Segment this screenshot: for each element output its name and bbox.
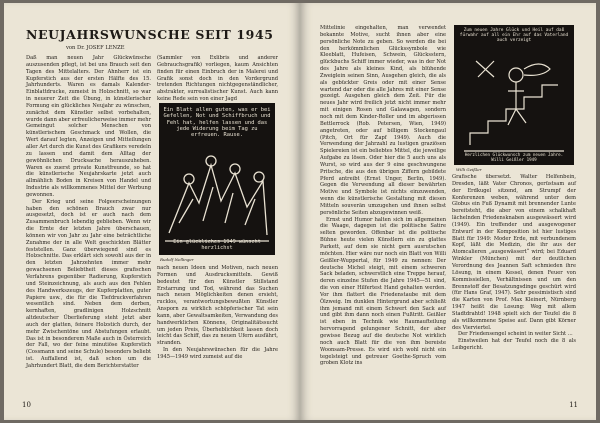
paragraph: Ernst und Humor halten sich im allgemeinen die Waage, dagegen ist die politische Satire selten geworden. Offenbar ist die politische Bühne heute vielen Künstlern ein zu glattes Parkett, auf dem sie nicht gern ausrutschen möchten. Hier wäre nur noch ein Blatt von Willi Geißler-Wuppertal, für 1949 zu nennen: Der deutsche Michel steigt, mit einem schweren Sack beladen, schwerstlich eine Treppe herauf, deren einzelne Stufen die Jahre 1945—51 sind, die von einer Hilfertest Hand gehalten werden. Vor ihm flattert die Friedenstaube mit dem Ölzweig. Im dunklen Hintergrund aber schließt ihm jemand mit einem Schwert den Sack auf und gibt ihm dann noch einen Fußtritt. Geißler ist eben in Technik wie Raumaufteilung hervorragend gelungener Schnitt, der aber gewisse Bezug auf die deutsche Not wirklich noch auch Blatt für die von ihm bereiste Woonsam-Presse. Es wird sich wohl nicht ein tegelsteigt und getreuer Goethe-Spruch vom groben Klotz ins <box>320 216 446 367</box>
right-column-1 <box>320 25 446 367</box>
page-number-right: 11 <box>569 401 578 409</box>
right-page <box>300 3 596 420</box>
woodcut-caption-left: Rudolf Nellinger <box>160 257 194 262</box>
paragraph: Daß man neuen Jahr Glückwünsche auszusenden pflegt, ist bei uns Brauch seit den Tagen des Mittelalters. Der Ahnherr ist ein Kupferstich aus der ersten Hälfte des 15. Jahrhunderts. Waren es damals Kalender-Einblattdrucke, zumeist in Holzschnitt, so war in neuerer Zeit die Übung, in künstlerischer Formung ein glückliches Neujahr zu wünschen, zunächst dem Künstler selbst vorbehalten, wurde dann aber erfreulicherweise immer mehr Gemeingut solcher Menschen von künstlerischem Geschmack und Wollen, die Wert darauf legten, Anzeigen und Mitteilungen aller Art durch die Kunst des Grafikers veredeln zu lassen und damit dem Alltag der gewöhnlichen Drucksache herauszuheben. Waren es zuerst private Kunstfreunde, so hat die künstlerische Neujahrskarte jetzt auch allmählich Boden in Kreisen von Handel und Industrie als willkommenes Mittel der Werbung gewonnen. <box>26 55 151 198</box>
left-column-2-bottom <box>157 265 278 361</box>
woodcut-stair-scene-graphic <box>454 25 574 165</box>
left-column-1 <box>26 55 151 370</box>
woodcut-footer-text: Ein glückliches 1949 wünscht herzlichst <box>173 239 261 251</box>
woodcut-title-text: Zum neuen Jahre Glück und Heil auf daß fürwahr auf all ein Ehr auf das Vaterland auch verzeigt <box>459 28 569 44</box>
paragraph: In den Neujahrswünschen für die Jahre 1945—1949 wird zumeist auf die <box>157 347 278 360</box>
paragraph: Einstweilen hat der Teufel noch die 8 als Leibgericht. <box>452 338 576 352</box>
woodcut-inscription: Ein Blatt allen guten, was er bei Gefellen, Not und Schiffbruch und Fehl hat, helfen lassen und das jede Widerung beim Tag zu erfreuen. Rause. <box>163 107 271 139</box>
page-number-left: 10 <box>22 401 31 409</box>
woodcut-caption-right: Willi Geißler <box>456 167 482 172</box>
article-byline: von Dr. JOSEF LENZE <box>66 45 125 51</box>
paragraph: Der Krieg und seine Folgeerscheinungen haben den schönen Brauch zwar nur ausgesetzt, doch ist er auch nach dem Zusammenbruch lebendig geblieben. Wenn wir die Ernte der letzten Jahre überschauen, können wir von Jahr zu Jahr eine beträchtliche Zunahme der in alle Welt geschickten Blätter feststellen. Ganz überwiegend sind es Holzschnitte. Das erklärt sich sowohl aus der in den letzten Jahrzehnten immer mehr gewachsenen Beliebtheit dieses grafischen Verfahrens gegenüber Radierung, Kupferstich und Steinzeichnung, als auch aus den Fehlen des Handwerkszeugs, der Kupferplatten, guter Papiere usw., die für die Tiefdruckverfahren wesentlich sind. Neben dem derben, kernhaften, gradlinigen Holzschnitt altdeutscher Überlieferung steht jetzt aber auch der glatten, feinere Holzstich durch, der mehr Zwischentöne und Abstufungen erlaubt. Das ist in besonderem Maße auch in Österreich der Fall, wo der feine minutiöse Kupferstich (Cossmann und seine Schule) besonders beliebt ist. Auffallend ist, daß schon um die Jahrhundert Blatt, die dem Berichterstatter <box>26 198 151 369</box>
left-page <box>4 3 300 420</box>
paragraph: Mittelinie eingehalten, man verwendet bekannte Motive, sucht ihnen aber eine persönliche Note zu geben. So werden die bei den herkömmlichen Glückssymbole wie Kleeblatt, Hufeisen, Schwein, Glücksstern, glückbuchs Schiff immer wieder, was in der Not des Jahre als kleines Kind, als blühende Zweiglein seinen Sinn, Ausgehen gleich, die als als gebückter Greis oder mit einer Sense wartend dar oder die alle Jahres mit einer Sense gezeigt. Ausgehen gleich dem Zeit. Für die neues Jahr wird freilich jetzt nicht immer mehr mit einigen Rosen und Galawagen, sondern noch mit dem Kinder-Roller und im abgerissen Bettlerrock (Rob. Petersen, Wien, 1949) angetreten, oder auf billigem Stockengaul (Pitch, Ort für Zapf 1949). Auch die Verwendung der Jahrzahl zu lustigen graziösen Spielereien ist ein beliebtes Mittel, die jeweilige Aufgabe zu lösen. Oder hier die 5 auch uns als Wurst, so wird aus der 9 eine geschwungene Pritsche, die aus den übrigen Ziffern gebildete Pferd antreibt (Ernst Unger, Berlin, 1949). Gegen die Verwendung all dieser bewährten Motive und Symbole ist nichts einzuwenden, wenn die künstlerische Gestaltung mit diesen Mitteln souverän umzugehen und ihnen selbst persönliche Seiten abzugewinnen weiß. <box>320 25 446 216</box>
book-spread <box>4 3 596 420</box>
paragraph: Grafische übersetzt. Walter Helfenbein, Dresden, läßt Vater Chronos, gerüstsam auf der Erdkugel sitzend, am Strumpf der Konferenzen weben, während unter dem Globus ein Fuß Dynamit mit brennender Lunte bereitsteht, die aber von einem schalkhaft lächelnden Friedensknaben ausgewässert wird (1949). Ein treffender und ausgewogener Entwurf in der Komposition ist hier lustiges Blatt für 1949: Moder Erde, mit verbundenem Kopf, läßt die Medizin, die ihr aus der Atomcalieren „ausgewässert“ wird; bei Eduard Winkler (München) mit der deutlichen Verordnung des Jeannen Saft schmieden ihre Lösung, in einem Kessel, denen Feuer von Kommissiellen, Verhältnissen und um den Brennstoff der Besatzungsdinge geschürt wird (für Hans Graf, 1947). Sehr pessimistisch sind die Karten von Prof. Max Kleinert, Nürnberg 1947 heißt die Losung: Weg mit allem Stadtdrahtd! 1948 spielt sich der Teufel die 8 als willkommene Speise auf. Dann gibt Körner des Vierviertel. <box>452 174 576 331</box>
woodcut-figures-graphic <box>159 103 275 255</box>
right-column-2 <box>452 174 576 352</box>
paragraph: Der Friedensengel scheint in weiter Sicht … <box>458 331 573 338</box>
paragraph: (Sammler von Exlibris und anderer Gebrauchsgrafik) vorliegen, kaum Ansichten finden für einen Einbruch der in Malerei und Grafik sonst doch in den Vordergrund tretenden Richtungen nichtgegenständlicher, abstrakter, surrealistischer Kunst. Auch kann keine Rede sein von einer Jagd <box>157 55 278 103</box>
woodcut-illustration-left <box>159 103 275 255</box>
left-column-2-top <box>157 55 278 103</box>
woodcut-greeting-text: Herzlichen Glückwunsch zum neuen Jahre. Willi Geißler 1949 <box>464 152 564 162</box>
article-title: NEUJAHRSWUNSCHE SEIT 1945 <box>26 27 274 42</box>
woodcut-illustration-right <box>454 25 574 165</box>
paragraph: nach neuen Ideen und Motiven, nach neuen Formen und Ausdrucksmitteln. Gewiß bedeutet für den Künstler Stillstand Erstarrung und Tod, während das Suchen nach neuen Möglichkeiten denen ersieht, rucklos, verantwortungsbewußten Künstler Ansporn zu wirklich schöpferischer Tat sein kann, aber Gewaltsamkeiten, Verwandung des handwerklichen Könnens, Originalitätssucht um jeden Preis, Überheblichkeit lassen doch leicht das Schiff, das zu neuen Ufern ausfährt, stranden. <box>157 265 278 347</box>
